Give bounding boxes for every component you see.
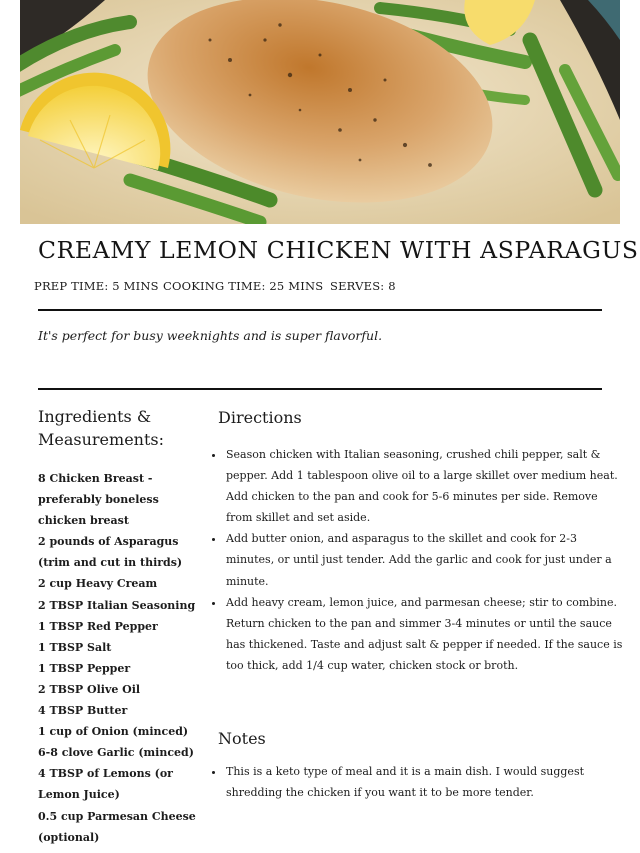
ingredient-item: 6-8 clove Garlic (minced) [38,746,194,760]
recipe-tagline: It's perfect for busy weeknights and is super flavorful. [38,328,383,343]
direction-step: • Season chicken with Italian seasoning, crushed chili pepper, salt & pepper. Add 1 tablespoon olive oil to a large skillet over medium heat. Add chicken to the pan and cook for 5-6 minutes per side. Remove from skillet and set aside. [225,444,623,528]
note-item: • This is a keto type of meal and it is a main dish. I would suggest shredding the chicken if you want it to be more tender. [225,761,623,803]
ingredients-list [38,468,208,848]
ingredient-item: 2 TBSP Italian Seasoning [38,598,196,612]
ingredient-item: 0.5 cup Parmesan Cheese (optional) [38,809,196,844]
notes-list [209,761,623,803]
ingredient-item: 2 pounds of Asparagus (trim and cut in thirds) [38,535,183,570]
ingredient-item: 2 TBSP Olive Oil [38,682,141,696]
ingredient-item: 1 TBSP Salt [38,640,112,654]
notes-heading: Notes [218,729,266,748]
divider-bottom [38,388,602,390]
ingredients-heading: Ingredients & Measurements: [38,407,164,449]
ingredient-item: 4 TBSP Butter [38,704,128,718]
ingredient-item: 4 TBSP of Lemons (or Lemon Juice) [38,767,173,802]
directions-list [209,444,623,676]
recipe-title: CREAMY LEMON CHICKEN WITH ASPARAGUS [38,236,639,264]
divider-top [38,309,602,311]
direction-step: • Add heavy cream, lemon juice, and parmesan cheese; stir to combine. Return chicken to the pan and simmer 3-4 minutes or until the sauce has thickened. Taste and adjust salt & pepper if needed. If the sauce is too thick, add 1/4 cup water, chicken stock or broth. [225,592,623,676]
ingredient-item: 2 cup Heavy Cream [38,577,158,591]
hero-image [20,0,620,224]
directions-heading: Directions [218,408,302,427]
ingredient-item: 8 Chicken Breast - preferably boneless chicken breast [38,472,159,528]
hero-photo-illustration [20,0,620,224]
ingredient-item: 1 cup of Onion (minced) [38,725,189,739]
serves: SERVES: 8 [330,279,396,293]
prep-time: PREP TIME: 5 MINS [34,279,159,293]
ingredient-item: 1 TBSP Pepper [38,661,131,675]
ingredient-item: 1 TBSP Red Pepper [38,619,158,633]
cooking-time: COOKING TIME: 25 MINS [163,279,324,293]
direction-step: • Add butter onion, and asparagus to the skillet and cook for 2-3 minutes, or until just tender. Add the garlic and cook for just under a minute. [225,528,623,591]
